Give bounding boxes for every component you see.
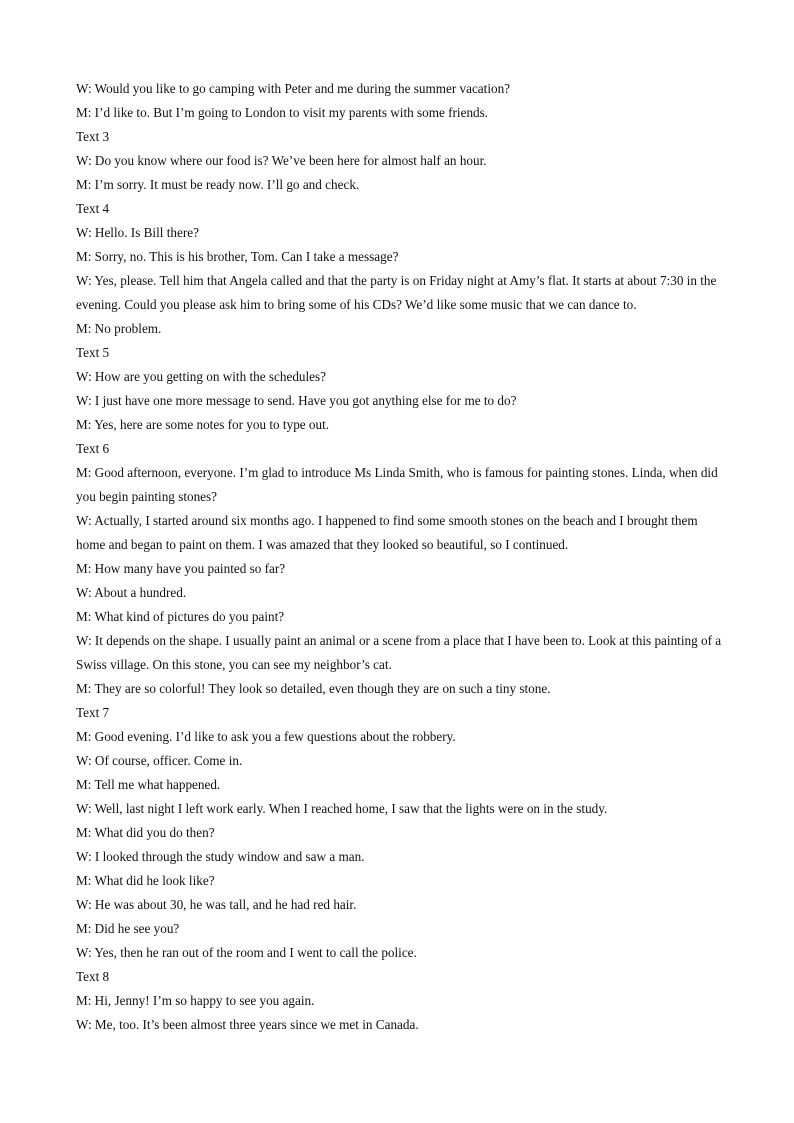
section-heading: Text 8 (76, 969, 110, 984)
transcript-section (76, 341, 726, 437)
dialogue-line: W: Me, too. It’s been almost three years since we met in Canada. (76, 1017, 419, 1032)
transcript-section (76, 965, 726, 1037)
dialogue-line: W: About a hundred. (76, 585, 187, 600)
dialogue-line: M: Yes, here are some notes for you to type out. (76, 417, 330, 432)
section-heading: Text 6 (76, 441, 110, 456)
dialogue-line: M: I’d like to. But I’m going to London to visit my parents with some friends. (76, 105, 489, 120)
transcript-section (76, 77, 726, 125)
dialogue-line: M: I’m sorry. It must be ready now. I’ll go and check. (76, 177, 360, 192)
dialogue-line: M: What did he look like? (76, 873, 215, 888)
transcript-section (76, 197, 726, 341)
dialogue-line: W: It depends on the shape. I usually paint an animal or a scene from a place that I have been to. Look at this painting of a Swiss village. On this stone, you can see my neighbor’s cat. (76, 633, 722, 672)
dialogue-line: M: Sorry, no. This is his brother, Tom. Can I take a message? (76, 249, 399, 264)
dialogue-line: W: Do you know where our food is? We’ve been here for almost half an hour. (76, 153, 487, 168)
dialogue-line: M: What did you do then? (76, 825, 215, 840)
section-heading: Text 5 (76, 345, 110, 360)
dialogue-line: W: Yes, please. Tell him that Angela called and that the party is on Friday night at Amy’s flat. It starts at about 7:30 in the evening. Could you please ask him to bring some of his CDs? We’d like some music that we can dance to. (76, 273, 717, 312)
dialogue-line: M: Good evening. I’d like to ask you a few questions about the robbery. (76, 729, 456, 744)
dialogue-line: W: He was about 30, he was tall, and he had red hair. (76, 897, 357, 912)
transcript-section (76, 125, 726, 197)
dialogue-line: M: How many have you painted so far? (76, 561, 286, 576)
dialogue-line: W: I looked through the study window and saw a man. (76, 849, 365, 864)
dialogue-line: W: Would you like to go camping with Peter and me during the summer vacation? (76, 81, 511, 96)
section-heading: Text 4 (76, 201, 110, 216)
dialogue-line: M: Tell me what happened. (76, 777, 221, 792)
dialogue-line: W: Of course, officer. Come in. (76, 753, 243, 768)
dialogue-line: W: I just have one more message to send. Have you got anything else for me to do? (76, 393, 517, 408)
dialogue-line: W: Yes, then he ran out of the room and I went to call the police. (76, 945, 417, 960)
dialogue-line: M: They are so colorful! They look so detailed, even though they are on such a tiny stone. (76, 681, 551, 696)
dialogue-line: M: Did he see you? (76, 921, 180, 936)
section-heading: Text 3 (76, 129, 110, 144)
dialogue-line: M: What kind of pictures do you paint? (76, 609, 285, 624)
section-heading: Text 7 (76, 705, 110, 720)
dialogue-line: W: Actually, I started around six months ago. I happened to find some smooth stones on the beach and I brought them home and began to paint on them. I was amazed that they looked so beautiful, so I continued. (76, 513, 698, 552)
dialogue-line: W: Well, last night I left work early. When I reached home, I saw that the lights were on in the study. (76, 801, 608, 816)
dialogue-line: M: Hi, Jenny! I’m so happy to see you again. (76, 993, 315, 1008)
transcript-section (76, 701, 726, 965)
transcript-body (76, 77, 726, 1037)
dialogue-line: M: Good afternoon, everyone. I’m glad to introduce Ms Linda Smith, who is famous for painting stones. Linda, when did you begin painting stones? (76, 465, 718, 504)
dialogue-line: W: Hello. Is Bill there? (76, 225, 199, 240)
transcript-section (76, 437, 726, 701)
dialogue-line: W: How are you getting on with the schedules? (76, 369, 327, 384)
dialogue-line: M: No problem. (76, 321, 162, 336)
